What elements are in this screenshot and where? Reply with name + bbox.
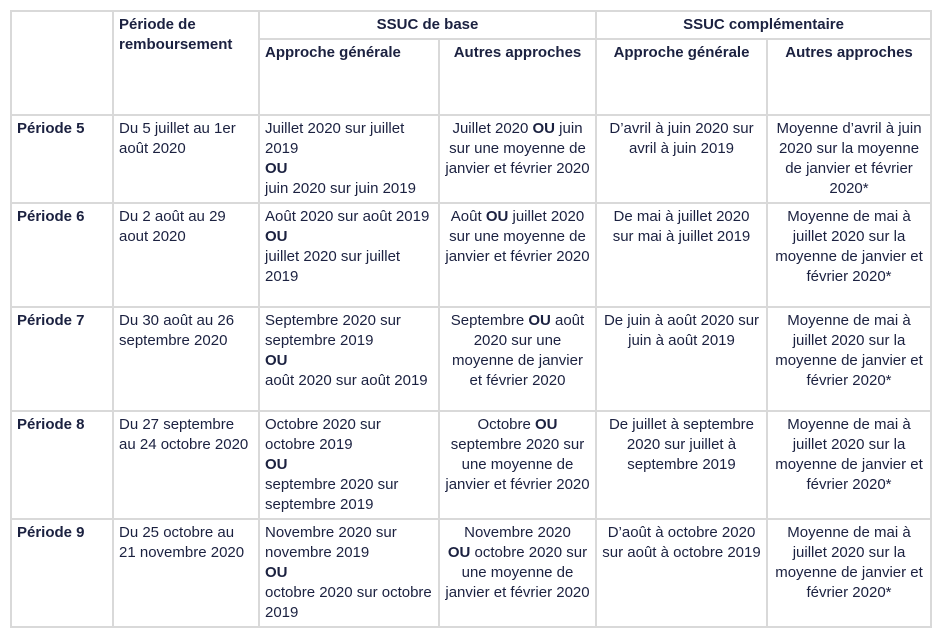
base-autres-text-a: Juillet 2020 (452, 120, 533, 137)
base-gen-text-a: Septembre 2020 sur septembre 2019 (265, 312, 401, 349)
ou-label: OU (265, 456, 288, 473)
base-approche-generale-cell (259, 203, 439, 307)
base-gen-text-a: Juillet 2020 sur juillet 2019 (265, 120, 405, 157)
base-gen-text-b: juillet 2020 sur juillet 2019 (265, 248, 401, 285)
comp-autres-approches-cell: Moyenne de mai à juillet 2020 sur la moyenne de janvier et février 2020* (767, 519, 931, 627)
base-autres-text-a: Novembre 2020 (464, 524, 571, 541)
comp-approche-generale-cell: D’août à octobre 2020 sur août à octobre 2019 (596, 519, 767, 627)
base-gen-text-b: octobre 2020 sur octobre 2019 (265, 584, 432, 621)
ou-label: OU (528, 312, 551, 329)
period-label: Période 8 (11, 411, 113, 519)
base-autres-text-a: Août (450, 208, 486, 225)
period-dates: Du 27 septembre au 24 octobre 2020 (113, 411, 259, 519)
period-label: Période 5 (11, 115, 113, 203)
base-autres-text-a: Septembre (450, 312, 529, 329)
table-row (11, 203, 931, 307)
base-gen-text-b: septembre 2020 sur septembre 2019 (265, 476, 399, 513)
base-gen-text-a: Août 2020 sur août 2019 (265, 208, 430, 225)
base-autres-text-b: juillet 2020 sur une moyenne de janvier et février 2020 (445, 208, 590, 265)
base-autres-text-a: Octobre (477, 416, 536, 433)
base-autres-approches-cell (439, 115, 596, 203)
period-dates: Du 5 juillet au 1er août 2020 (113, 115, 259, 203)
base-autres-approches-cell (439, 307, 596, 411)
base-gen-text-b: août 2020 sur août 2019 (265, 372, 428, 389)
comp-approche-generale-cell: D’avril à juin 2020 sur avril à juin 2019 (596, 115, 767, 203)
header-comp-approche-generale: Approche générale (596, 39, 767, 115)
table-row (11, 115, 931, 203)
base-approche-generale-cell (259, 307, 439, 411)
period-label: Période 6 (11, 203, 113, 307)
header-comp-autres-approches: Autres approches (767, 39, 931, 115)
header-ssuc-base: SSUC de base (259, 11, 596, 39)
ou-label: OU (265, 160, 288, 177)
period-dates: Du 25 octobre au 21 novembre 2020 (113, 519, 259, 627)
base-gen-text-b: juin 2020 sur juin 2019 (265, 180, 416, 197)
comp-approche-generale-cell: De juillet à septembre 2020 sur juillet à septembre 2019 (596, 411, 767, 519)
ou-label: OU (535, 416, 558, 433)
period-label: Période 9 (11, 519, 113, 627)
header-base-autres-approches: Autres approches (439, 39, 596, 115)
ssuc-table (10, 10, 932, 628)
base-approche-generale-cell (259, 115, 439, 203)
table-row (11, 411, 931, 519)
base-autres-text-b: juin sur une moyenne de janvier et février 2020 (445, 120, 590, 177)
base-autres-text-b: août 2020 sur une moyenne de janvier et février 2020 (452, 312, 585, 389)
header-corner-cell (11, 11, 113, 115)
ou-label: OU (447, 544, 471, 561)
period-label: Période 7 (11, 307, 113, 411)
base-gen-text-a: Octobre 2020 sur octobre 2019 (265, 416, 381, 453)
ou-label: OU (265, 228, 288, 245)
base-autres-approches-cell (439, 519, 596, 627)
header-ssuc-complementaire: SSUC complémentaire (596, 11, 931, 39)
header-periode-remboursement: Période de remboursement (113, 11, 259, 115)
ou-label: OU (532, 120, 556, 137)
period-dates: Du 2 août au 29 aout 2020 (113, 203, 259, 307)
base-autres-text-b: septembre 2020 sur une moyenne de janvier et février 2020 (445, 436, 590, 493)
comp-approche-generale-cell: De juin à août 2020 sur juin à août 2019 (596, 307, 767, 411)
comp-autres-approches-cell: Moyenne de mai à juillet 2020 sur la moyenne de janvier et février 2020* (767, 307, 931, 411)
header-base-approche-generale: Approche générale (259, 39, 439, 115)
base-approche-generale-cell (259, 519, 439, 627)
base-autres-approches-cell (439, 203, 596, 307)
base-autres-approches-cell (439, 411, 596, 519)
ou-label: OU (265, 352, 288, 369)
ou-label: OU (485, 208, 509, 225)
base-gen-text-a: Novembre 2020 sur novembre 2019 (265, 524, 397, 561)
table-row (11, 307, 931, 411)
base-autres-text-b: octobre 2020 sur une moyenne de janvier et février 2020 (445, 544, 590, 601)
table-row (11, 519, 931, 627)
period-dates: Du 30 août au 26 septembre 2020 (113, 307, 259, 411)
comp-autres-approches-cell: Moyenne de mai à juillet 2020 sur la moyenne de janvier et février 2020* (767, 411, 931, 519)
comp-autres-approches-cell: Moyenne d’avril à juin 2020 sur la moyenne de janvier et février 2020* (767, 115, 931, 203)
comp-autres-approches-cell: Moyenne de mai à juillet 2020 sur la moyenne de janvier et février 2020* (767, 203, 931, 307)
ou-label: OU (265, 564, 288, 581)
comp-approche-generale-cell: De mai à juillet 2020 sur mai à juillet 2019 (596, 203, 767, 307)
base-approche-generale-cell (259, 411, 439, 519)
